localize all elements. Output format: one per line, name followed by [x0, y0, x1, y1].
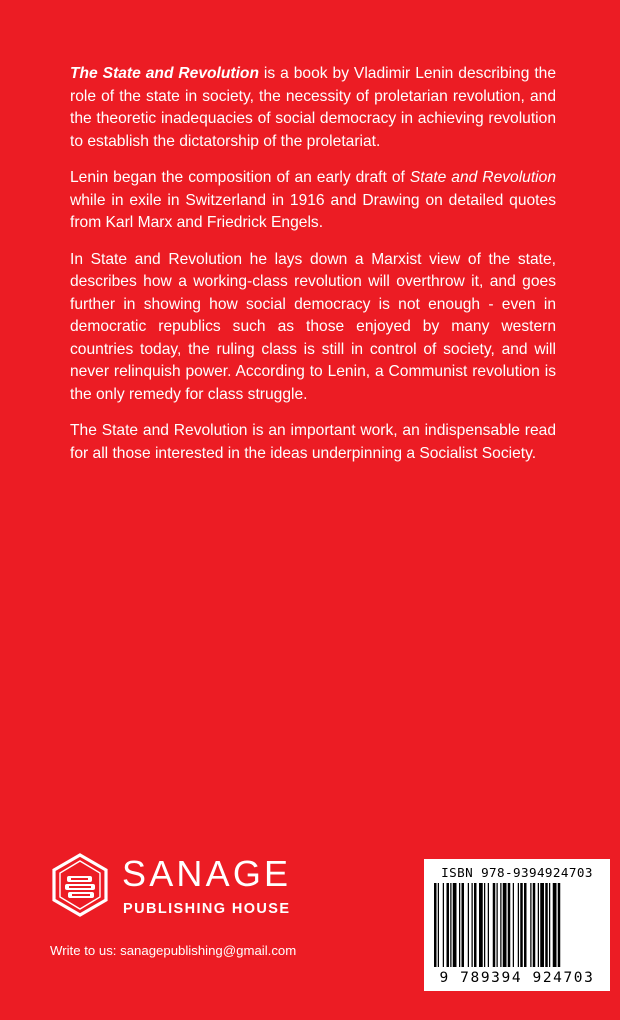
barcode-bar — [518, 883, 519, 967]
barcode-bar — [558, 883, 561, 967]
barcode-bar — [434, 883, 437, 967]
barcode-bar — [459, 883, 460, 967]
barcode-bar — [549, 883, 550, 967]
barcode-digits: 9 789394 924703 — [439, 970, 595, 986]
barcode-bar — [438, 883, 439, 967]
barcode-bar — [450, 883, 451, 967]
barcode-bar — [508, 883, 511, 967]
publisher-logo — [50, 852, 310, 924]
isbn-barcode — [424, 859, 610, 991]
barcode-bar — [538, 883, 539, 967]
blurb-text: Lenin began the composition of an early draft of — [70, 169, 410, 186]
barcode-bar — [479, 883, 483, 967]
blurb-paragraph-4: The State and Revolution is an important work, an indispensable read for all those interested in the ideas underpinning a Socialist Society. — [70, 422, 556, 462]
books-hexagon-icon — [50, 852, 110, 918]
barcode-bar — [520, 883, 523, 967]
barcode-bar — [553, 883, 557, 967]
book-title-italic: State and Revolution — [409, 169, 556, 186]
barcode-bar — [500, 883, 501, 967]
barcode-bar — [488, 883, 489, 967]
back-cover-blurb — [70, 63, 556, 479]
barcode-bar — [530, 883, 531, 967]
blurb-text: while in exile in Switzerland in 1916 and Drawing on detailed quotes from Karl Marx and Friedrick Engels. — [70, 191, 556, 231]
publisher-name: SANAGE — [122, 853, 292, 894]
barcode-bars — [432, 883, 602, 967]
barcode-bar — [524, 883, 527, 967]
barcode-bar — [533, 883, 536, 967]
barcode-bar — [545, 883, 548, 967]
blurb-paragraph-2 — [70, 167, 556, 235]
barcode-bar — [513, 883, 514, 967]
barcode-bar — [462, 883, 465, 967]
barcode-bar — [453, 883, 457, 967]
barcode-bar — [497, 883, 498, 967]
barcode-bar — [503, 883, 507, 967]
barcode-bar — [472, 883, 473, 967]
barcode-bar — [447, 883, 450, 967]
contact-line: Write to us: sanagepublishing@gmail.com — [50, 943, 297, 958]
barcode-bar — [493, 883, 496, 967]
blurb-text: is a book by Vladimir Lenin describing the role of the state in society, the necessity of proletarian revolution, and the theoretic inadequacies of social democracy in achieving revolution to establish the dictatorship of the proletariat. — [70, 65, 557, 150]
barcode-bar — [468, 883, 469, 967]
book-title: The State and Revolution — [70, 65, 259, 82]
barcode-bar — [484, 883, 485, 967]
publisher-subtitle: PUBLISHING HOUSE — [123, 901, 291, 917]
isbn-label: ISBN 978-9394924703 — [441, 865, 593, 880]
blurb-paragraph-1 — [70, 63, 556, 153]
blurb-paragraph-3: In State and Revolution he lays down a Marxist view of the state, describes how a working-class revolution will overthrow it, and goes further in showing how social democracy is not enough - even in democratic republics such as those enjoyed by many western countries today, the ruling class is still in control of society, and will never relinquish power. According to Lenin, a Communist revolution is the only remedy for class struggle. — [70, 250, 556, 403]
barcode-bar — [540, 883, 544, 967]
barcode-bar — [443, 883, 444, 967]
barcode-bar — [474, 883, 477, 967]
